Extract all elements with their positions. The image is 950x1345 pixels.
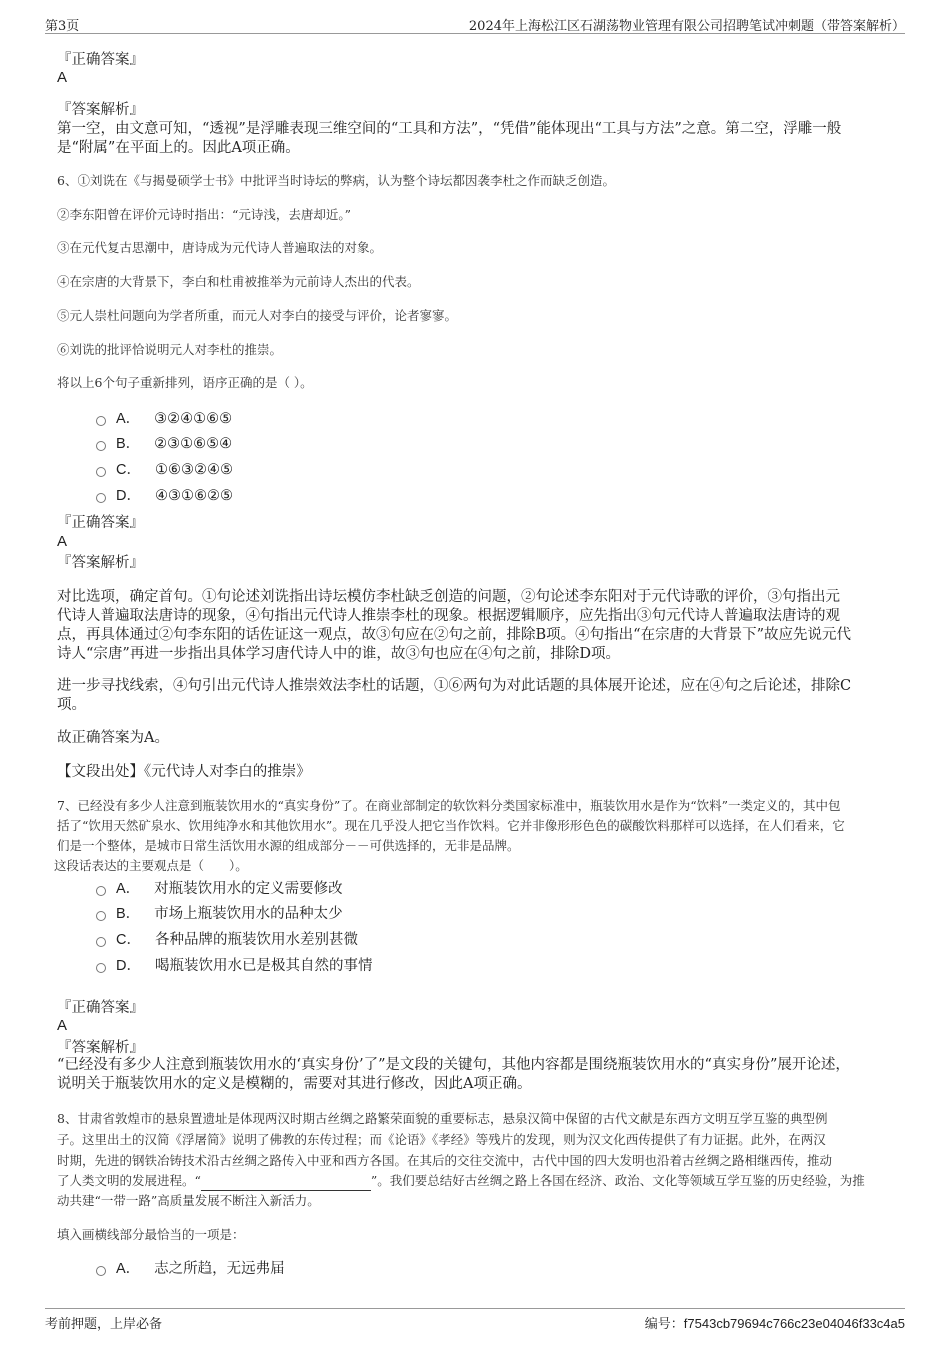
q6-sentence-4: ④在宗唐的大背景下，李白和杜甫被推举为元前诗人杰出的代表。 — [57, 274, 420, 289]
radio-icon[interactable] — [96, 937, 106, 947]
q8-line-2: 子。这里出土的汉简《浮屠简》说明了佛教的东传过程；而《论语》《孝经》等残片的发现，则为汉文化西传提供了有力证据。此外，在两汉 — [57, 1132, 826, 1147]
q7-analysis-label: 『答案解析』 — [57, 1040, 144, 1056]
page-number: 第3页 — [45, 19, 80, 34]
q6-sentence-3: ③在元代复古思潮中，唐诗成为元代诗人普遍取法的对象。 — [57, 240, 383, 255]
q7-stem: 这段话表达的主要观点是（ ）。 — [54, 858, 248, 873]
fill-blank — [201, 1176, 371, 1191]
q6-sentence-5: ⑤元人崇杜问题向为学者所重，而元人对李白的接受与评价，论者寥寥。 — [57, 308, 458, 323]
q6-option-d[interactable]: D． ④③①⑥②⑤ — [96, 486, 233, 506]
q6-analysis-p2-line-2: 项。 — [57, 697, 86, 713]
q7-line-2: 括了“饮用天然矿泉水、饮用纯净水和其他饮用水”。现在几乎没人把它当作饮料。它并非像形形色色的碳酸饮料那样可以选择，在人们看来，它 — [57, 818, 845, 833]
q6-answer: A — [57, 533, 68, 550]
document-title: 2024年上海松江区石湖荡物业管理有限公司招聘笔试冲刺题（带答案解析） — [468, 19, 905, 34]
q6-analysis-label: 『答案解析』 — [57, 555, 144, 571]
q8-line-1: 8、甘肃省敦煌市的悬泉置遗址是体现两汉时期古丝绸之路繁荣面貌的重要标志，悬泉汉简中保留的古代文献是东西方文明互学互鉴的典型例 — [57, 1111, 828, 1126]
q6-option-a[interactable]: A． ③②④①⑥⑤ — [96, 409, 232, 429]
q7-answer: A — [57, 1017, 68, 1034]
q5-answer: A — [57, 69, 68, 86]
footer-divider — [45, 1308, 905, 1309]
q6-sentence-2: ②李东阳曾在评价元诗时指出：“元诗浅，去唐却近。” — [57, 207, 352, 222]
q6-option-b[interactable]: B． ②③①⑥⑤④ — [96, 434, 232, 454]
q5-answer-label: 『正确答案』 — [57, 52, 144, 68]
radio-icon[interactable] — [96, 441, 106, 451]
footer-slogan: 考前押题，上岸必备 — [45, 1317, 163, 1332]
q7-option-d[interactable]: D． 喝瓶装饮用水已是极其自然的事情 — [96, 956, 372, 976]
radio-icon[interactable] — [96, 886, 106, 896]
q6-analysis-p1-line-1: 对比选项，确定首句。①句论述刘诜指出诗坛模仿李杜缺乏创造的问题，②句论述李东阳对于元代诗歌的评价，③句指出元 — [57, 589, 840, 605]
q8-line-3: 时期，先进的钢铁冶铸技术沿古丝绸之路传入中亚和西方各国。在其后的交往交流中，古代中国的四大发明也沿着古丝绸之路相继西传，推动 — [57, 1153, 833, 1168]
q7-line-1: 7、已经没有多少人注意到瓶装饮用水的“真实身份”了。在商业部制定的软饮料分类国家标准中，瓶装饮用水是作为“饮料”一类定义的，其中包 — [57, 798, 841, 813]
q8-line-5: 动共建“一带一路”高质量发展不断注入新活力。 — [57, 1193, 320, 1208]
radio-icon[interactable] — [96, 416, 106, 426]
q6-sentence-6: ⑥刘诜的批评恰说明元人对李杜的推崇。 — [57, 342, 283, 357]
q6-analysis-p1-line-3: 点，再具体通过②句李东阳的话佐证这一观点，故③句应在②句之前，排除B项。④句指出“在宗唐的大背景下”故应先说元代 — [57, 627, 851, 643]
radio-icon[interactable] — [96, 911, 106, 921]
q6-analysis-p1-line-4: 诗人“宗唐”再进一步指出具体学习唐代诗人中的谁，故③句也应在④句之前，排除D项。 — [57, 646, 620, 662]
q7-analysis-line-2: 说明关于瓶装饮用水的定义是模糊的，需要对其进行修改，因此A项正确。 — [57, 1076, 532, 1092]
radio-icon[interactable] — [96, 493, 106, 503]
q7-option-c[interactable]: C． 各种品牌的瓶装饮用水差别甚微 — [96, 930, 358, 950]
q7-answer-label: 『正确答案』 — [57, 1000, 144, 1016]
q7-analysis-line-1: “已经没有多少人注意到瓶装饮用水的‘真实身份’了”是文段的关键句，其他内容都是围绕瓶装饮用水的“真实身份”展开论述， — [57, 1057, 850, 1073]
q8-stem: 填入画横线部分最恰当的一项是： — [57, 1227, 245, 1242]
q6-sentence-1: 6、①刘诜在《与揭曼硕学士书》中批评当时诗坛的弊病，认为整个诗坛都因袭李杜之作而缺乏创造。 — [57, 173, 615, 188]
q6-option-c[interactable]: C． ①⑥③②④⑤ — [96, 460, 233, 480]
q6-stem: 将以上6个句子重新排列，语序正确的是（ ）。 — [57, 375, 313, 390]
q5-analysis-label: 『答案解析』 — [57, 102, 144, 118]
q6-analysis-p1-line-2: 代诗人普遍取法唐诗的现象，④句指出元代诗人推崇李杜的现象。根据逻辑顺序，应先指出③句元代诗人普遍取法唐诗的观 — [57, 608, 840, 624]
radio-icon[interactable] — [96, 1266, 106, 1276]
page-header — [0, 0, 950, 34]
q8-option-a[interactable]: A． 志之所趋，无远弗届 — [96, 1259, 285, 1279]
q7-line-3: 们是一个整体，是城市日常生活饮用水源的组成部分－－可供选择的，无非是品牌。 — [57, 838, 520, 853]
q7-option-b[interactable]: B． 市场上瓶装饮用水的品种太少 — [96, 904, 343, 924]
q5-analysis-line-2: 是“附属”在平面上的。因此A项正确。 — [57, 140, 300, 156]
header-divider — [45, 33, 905, 34]
q6-analysis-p2-line-1: 进一步寻找线索，④句引出元代诗人推崇效法李杜的话题，①⑥两句为对此话题的具体展开论述，应在④句之后论述，排除C — [57, 678, 852, 694]
q7-option-a[interactable]: A． 对瓶装饮用水的定义需要修改 — [96, 879, 343, 899]
document-code: 编号：f7543cb79694c766c23e04046f33c4a5 — [644, 1316, 905, 1332]
radio-icon[interactable] — [96, 963, 106, 973]
q5-analysis-line-1: 第一空，由文意可知，“透视”是浮雕表现三维空间的“工具和方法”，“凭借”能体现出“工具与方法”之意。第二空，浮雕一般 — [57, 121, 842, 137]
q6-conclusion: 故正确答案为A。 — [57, 730, 169, 746]
q8-line-4: 了人类文明的发展进程。“ ”。我们要总结好古丝绸之路上各国在经济、政治、文化等领域互学互鉴的历史经验，为推 — [57, 1170, 897, 1191]
q6-answer-label: 『正确答案』 — [57, 515, 144, 531]
q6-source: 【文段出处】《元代诗人对李白的推崇》 — [57, 764, 311, 780]
radio-icon[interactable] — [96, 467, 106, 477]
